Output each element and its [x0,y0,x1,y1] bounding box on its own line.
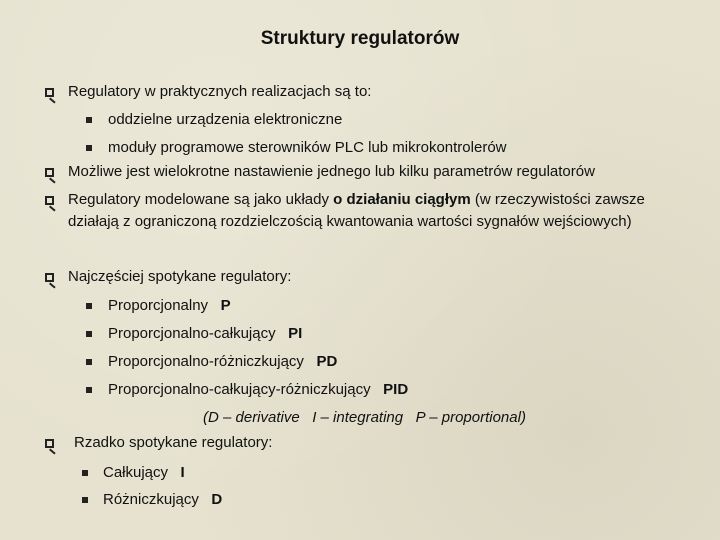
regulator-item [108,325,302,343]
bullet-text: Możliwe jest wielokrotne nastawienie jednego lub kilku parametrów regulatorów [68,163,595,180]
checkbox-bullet-icon [45,196,54,205]
checkbox-bullet-icon [45,88,54,97]
regulator-code: PI [288,325,303,342]
regulator-code: P [220,297,231,314]
square-bullet-icon [86,145,92,151]
sub-bullet-text: moduły programowe sterowników PLC lub mikrokontrolerów [108,139,507,156]
regulator-item [103,491,222,509]
regulator-code: I [180,464,185,481]
square-bullet-icon [86,331,92,337]
regulator-name: Całkujący [103,464,169,481]
square-bullet-icon [86,117,92,123]
regulator-item [108,381,408,399]
checkbox-bullet-icon [45,168,54,177]
regulator-item [103,464,185,482]
abbreviation-legend: (D – derivative I – integrating P – proportional) [203,409,526,426]
regulator-name: Proporcjonalno-różniczkujący [108,353,304,370]
square-bullet-icon [86,359,92,365]
regulator-name: Proporcjonalny [108,297,209,314]
regulator-code: D [211,491,223,508]
regulator-name: Proporcjonalno-całkujący-różniczkujący [108,381,371,398]
square-bullet-icon [82,470,88,476]
square-bullet-icon [86,387,92,393]
bullet-text-continuation: działają z ograniczoną rozdzielczością kwantowania wartości sygnałów wejściowych) [68,213,632,230]
regulator-code: PID [383,381,409,398]
regulator-name: Proporcjonalno-całkujący [108,325,276,342]
bullet-text: Rzadko spotykane regulatory: [74,434,273,451]
text-segment: (w rzeczywistości zawsze [470,191,645,208]
regulator-code: PD [316,353,338,370]
regulator-name: Różniczkujący [103,491,199,508]
slide-title: Struktury regulatorów [260,28,460,49]
sub-bullet-text: oddzielne urządzenia elektroniczne [108,111,343,128]
bullet-text [68,191,645,209]
bullet-text: Najczęściej spotykane regulatory: [68,268,292,285]
bullet-text: Regulatory w praktycznych realizacjach są to: [68,83,372,100]
regulator-item [108,297,231,315]
square-bullet-icon [82,497,88,503]
checkbox-bullet-icon [45,439,54,448]
emphasis-text: o działaniu ciągłym [333,191,471,208]
regulator-item [108,353,337,371]
square-bullet-icon [86,303,92,309]
text-segment: Regulatory modelowane są jako układy [68,191,334,208]
checkbox-bullet-icon [45,273,54,282]
